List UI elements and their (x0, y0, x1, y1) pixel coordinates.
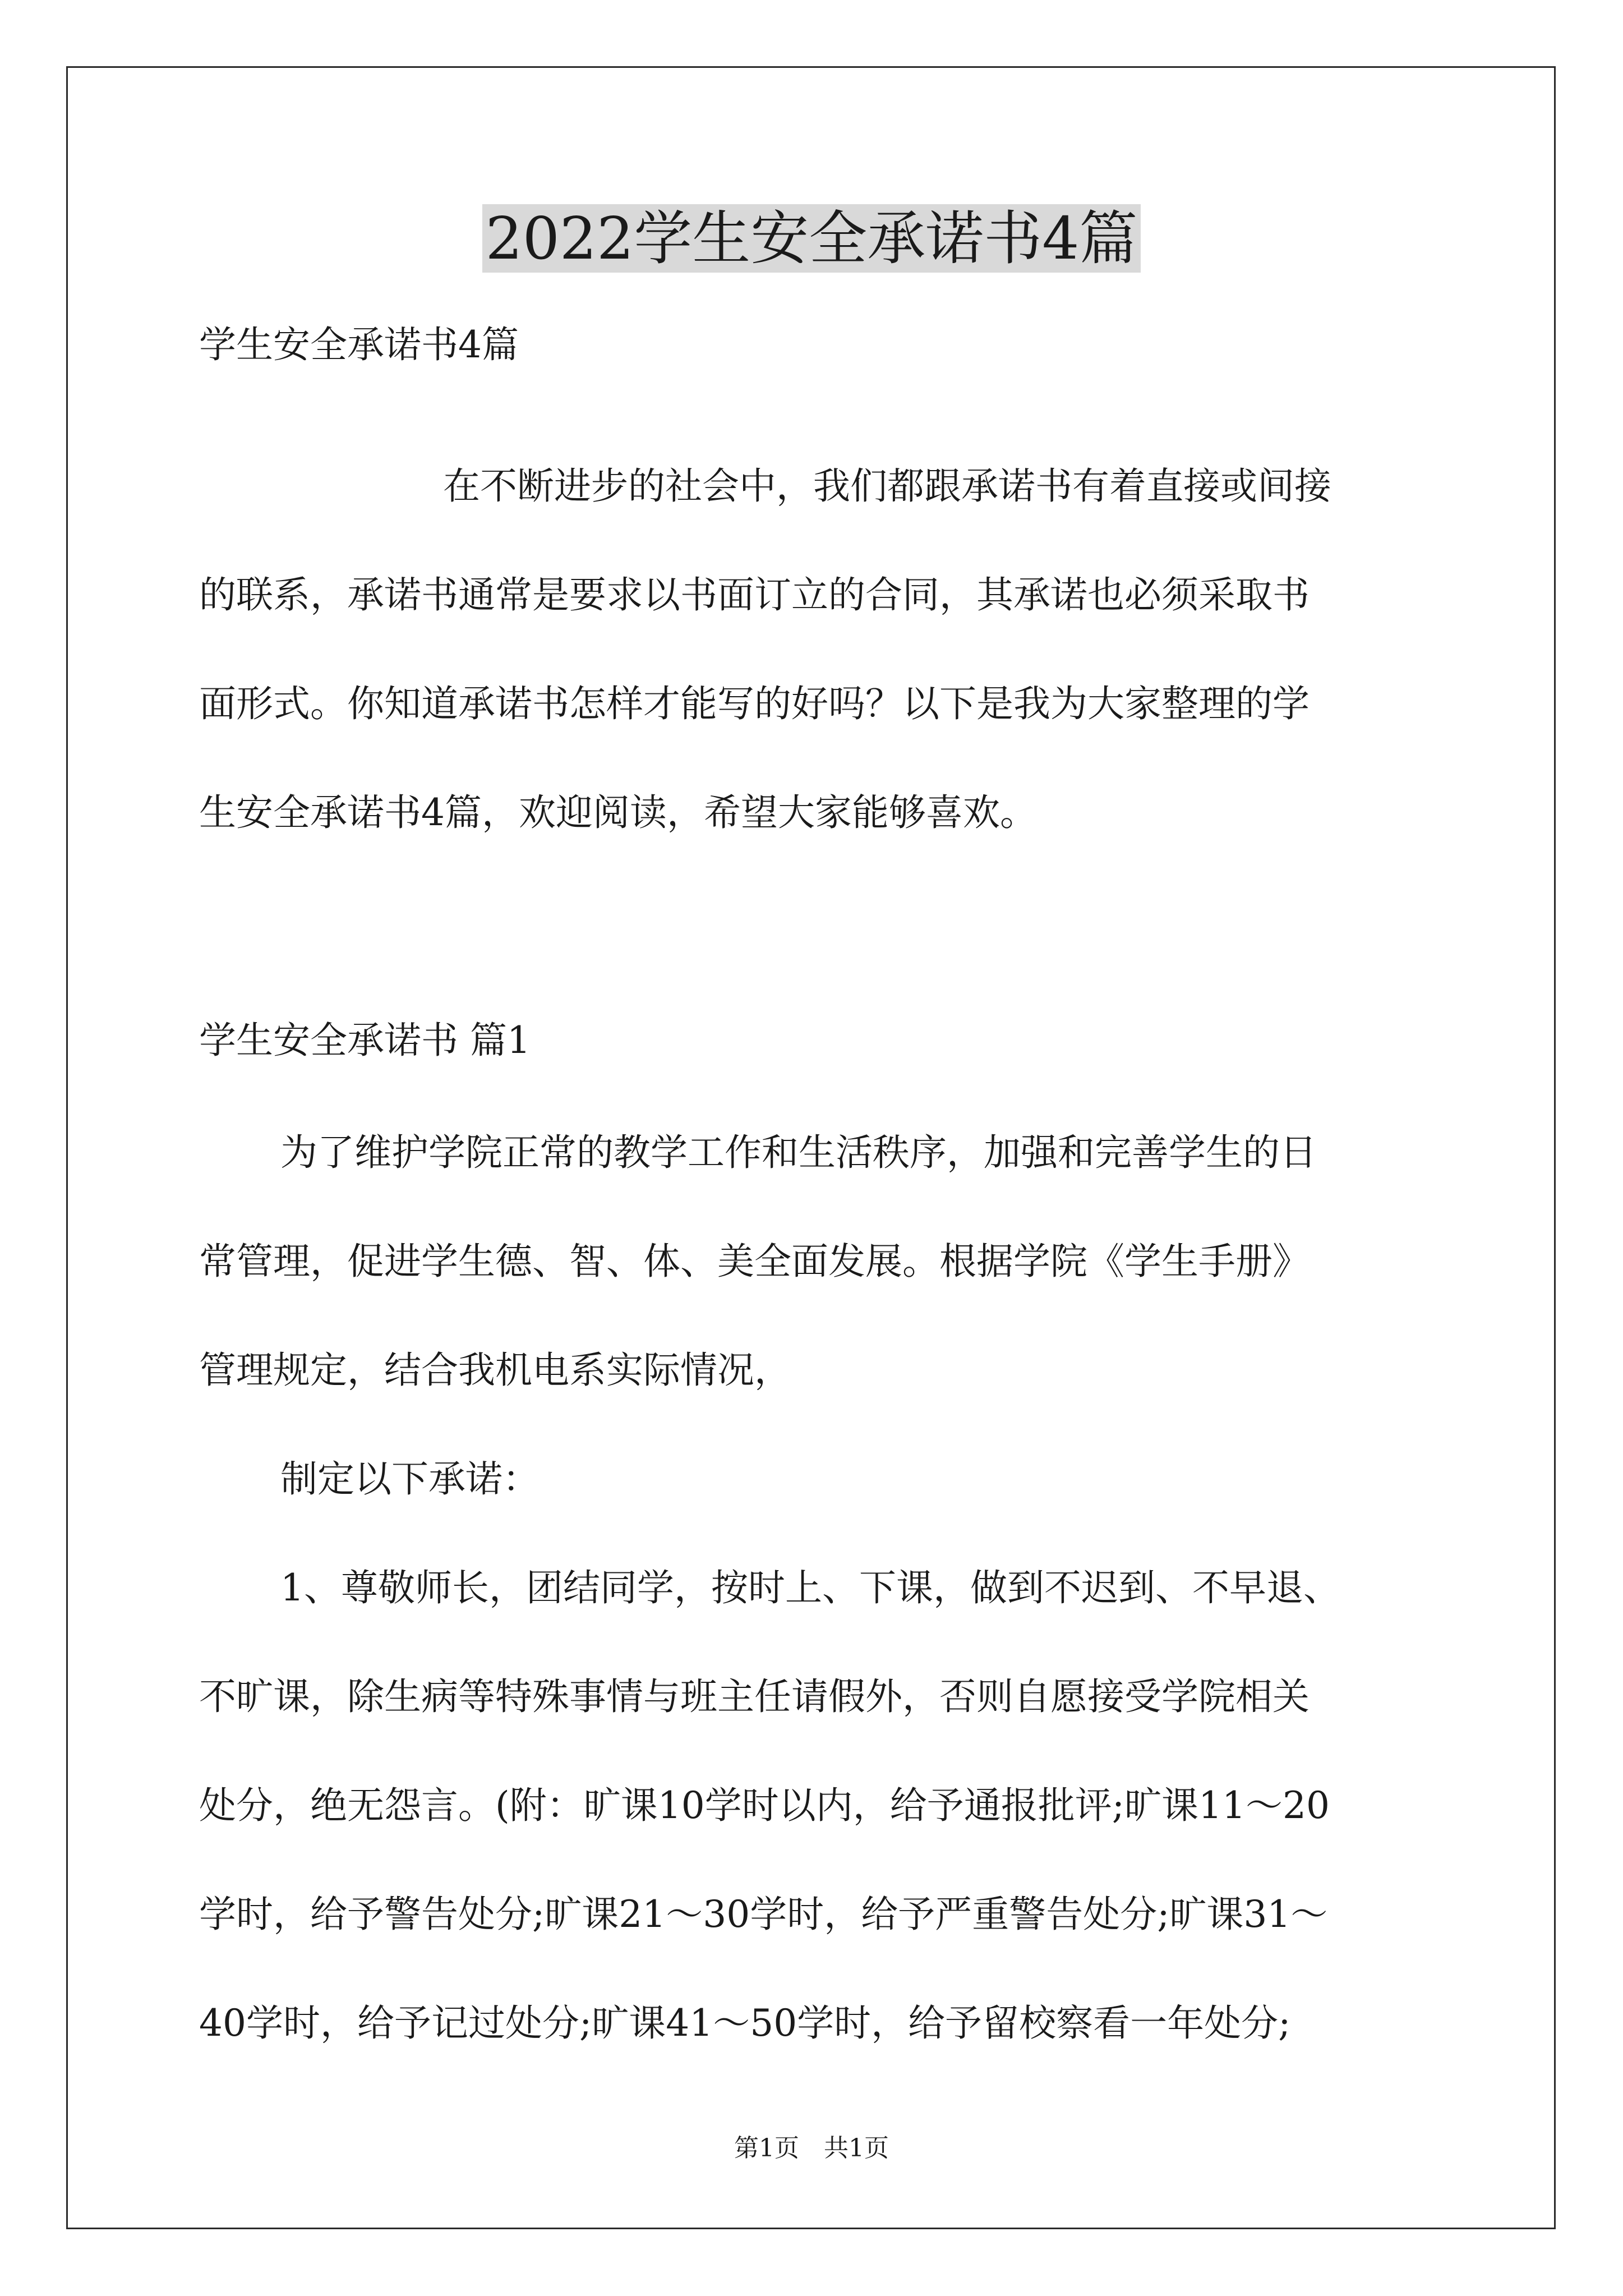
section-line-3: 管理规定，结合我机电系实际情况， (199, 1349, 791, 1392)
section-line-7: 处分，绝无怨言。(附：旷课10学时以内，给予通报批评;旷课11～20 (199, 1784, 1330, 1827)
section-line-4: 制定以下承诺： (280, 1457, 540, 1501)
section-line-5: 1、尊敬师长，团结同学，按时上、下课，做到不迟到、不早退、 (280, 1566, 1340, 1609)
document-title-text: 2022学生安全承诺书4篇 (482, 204, 1141, 273)
section-line-6: 不旷课，除生病等特殊事情与班主任请假外，否则自愿接受学院相关 (199, 1675, 1310, 1718)
page-footer: 第1页 共1页 (734, 2134, 889, 2162)
section-line-9: 40学时，给予记过处分;旷课41～50学时，给予留校察看一年处分; (199, 2001, 1291, 2045)
intro-line-1: 在不断进步的社会中，我们都跟承诺书有着直接或间接 (443, 464, 1331, 508)
intro-line-3: 面形式。你知道承诺书怎样才能写的好吗？以下是我为大家整理的学 (199, 682, 1310, 725)
section-line-8: 学时，给予警告处分;旷课21～30学时，给予严重警告处分;旷课31～ (199, 1893, 1328, 1936)
document-subtitle: 学生安全承诺书4篇 (199, 323, 519, 366)
intro-line-2: 的联系，承诺书通常是要求以书面订立的合同，其承诺也必须采取书 (199, 573, 1310, 616)
section-line-1: 为了维护学院正常的教学工作和生活秩序，加强和完善学生的日 (280, 1131, 1317, 1174)
section-heading: 学生安全承诺书 篇1 (199, 1019, 531, 1062)
document-title (0, 199, 1623, 278)
section-line-2: 常管理，促进学生德、智、体、美全面发展。根据学院《学生手册》 (199, 1240, 1310, 1283)
intro-line-4: 生安全承诺书4篇，欢迎阅读，希望大家能够喜欢。 (199, 791, 1037, 834)
